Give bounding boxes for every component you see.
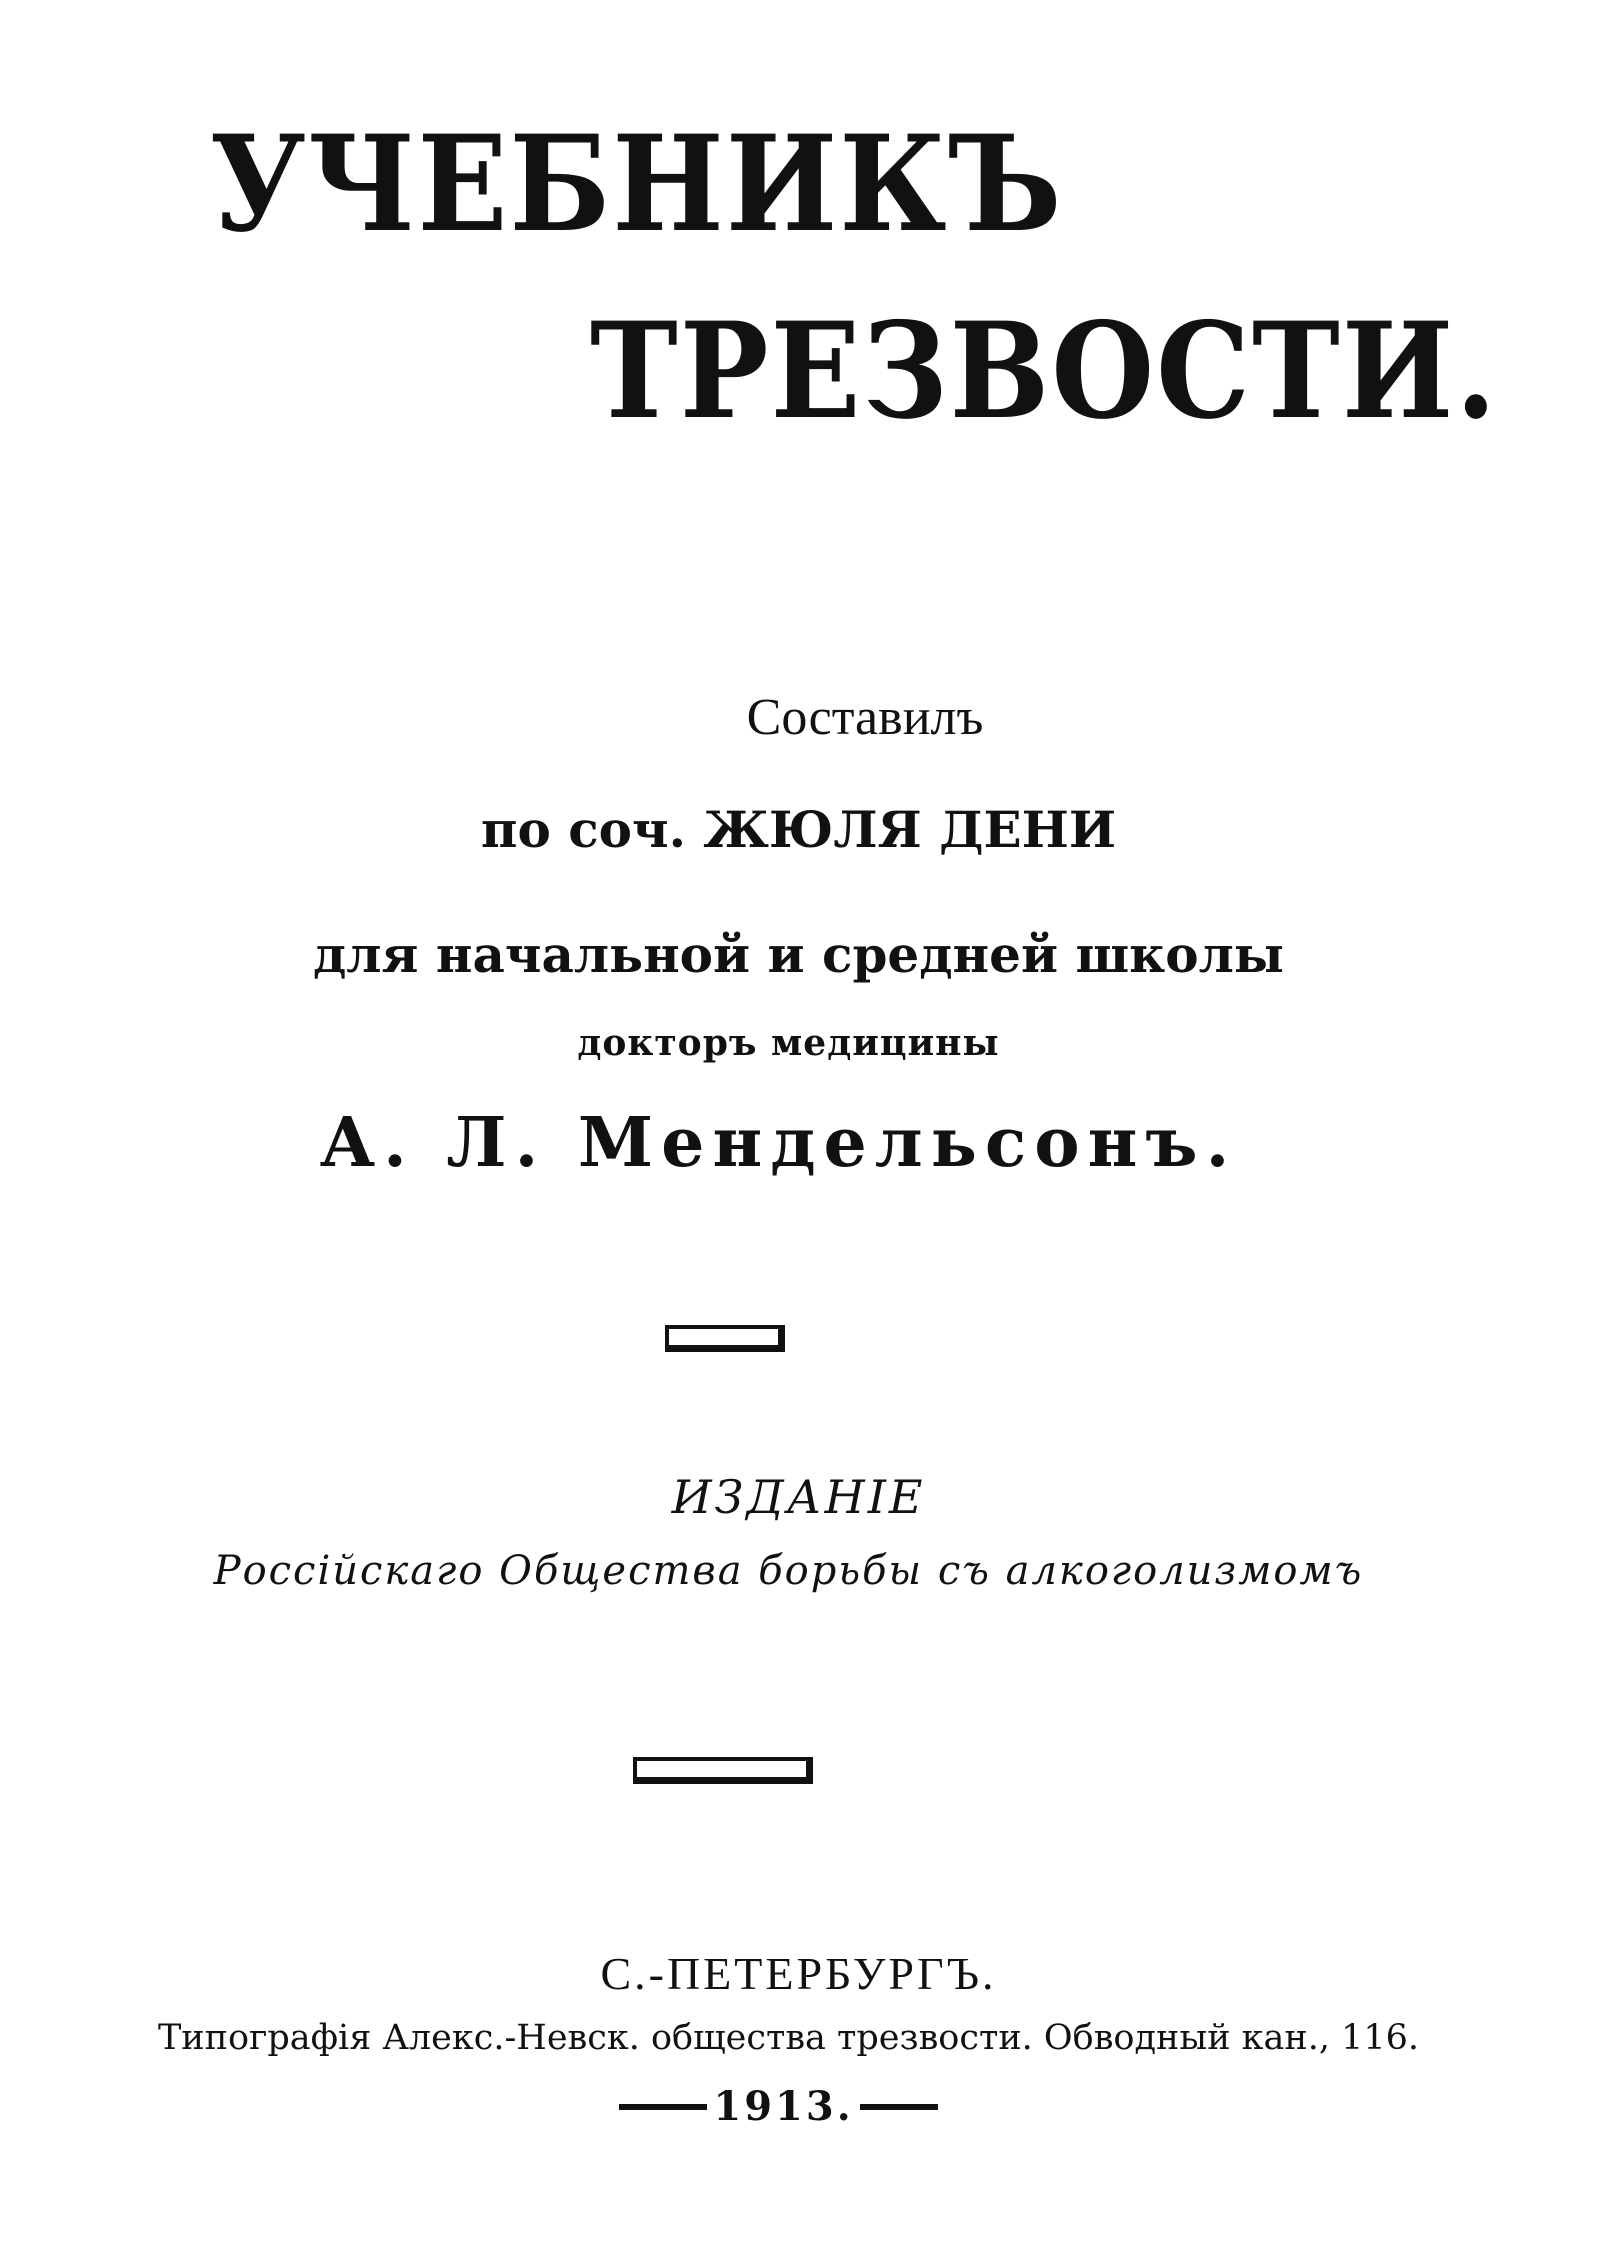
publisher-society: Россійскаго Общества борьбы съ алкоголизмомъ [213, 1548, 1364, 1594]
book-title-line-2: ТРЕЗВОСТИ. [590, 292, 1499, 449]
year-dash-right [860, 2104, 938, 2110]
author-name: А. Л. Мендельсонъ. [319, 1103, 1238, 1183]
edition-label: ИЗДАНІЕ [671, 1470, 926, 1524]
publication-city: С.-ПЕТЕРБУРГЪ. [600, 1948, 997, 1999]
audience-line: для начальной и средней школы [312, 925, 1285, 984]
year-dash-left [619, 2104, 707, 2110]
printer-line: Типографія Алекс.-Невск. общества трезвости. Обводный кан., 116. [157, 2018, 1420, 2058]
ornamental-divider [633, 1757, 813, 1784]
ornamental-divider [665, 1325, 785, 1352]
publication-year: 1913. [713, 2083, 854, 2130]
source-work-line: по соч. ЖЮЛЯ ДЕНИ [480, 800, 1117, 859]
publication-year-row [0, 2083, 1587, 2130]
book-title-line-1: УЧЕБНИКЪ [210, 105, 1064, 262]
author-degree: докторъ медицины [577, 1022, 1000, 1064]
compiled-by-label: Составилъ [746, 689, 984, 746]
